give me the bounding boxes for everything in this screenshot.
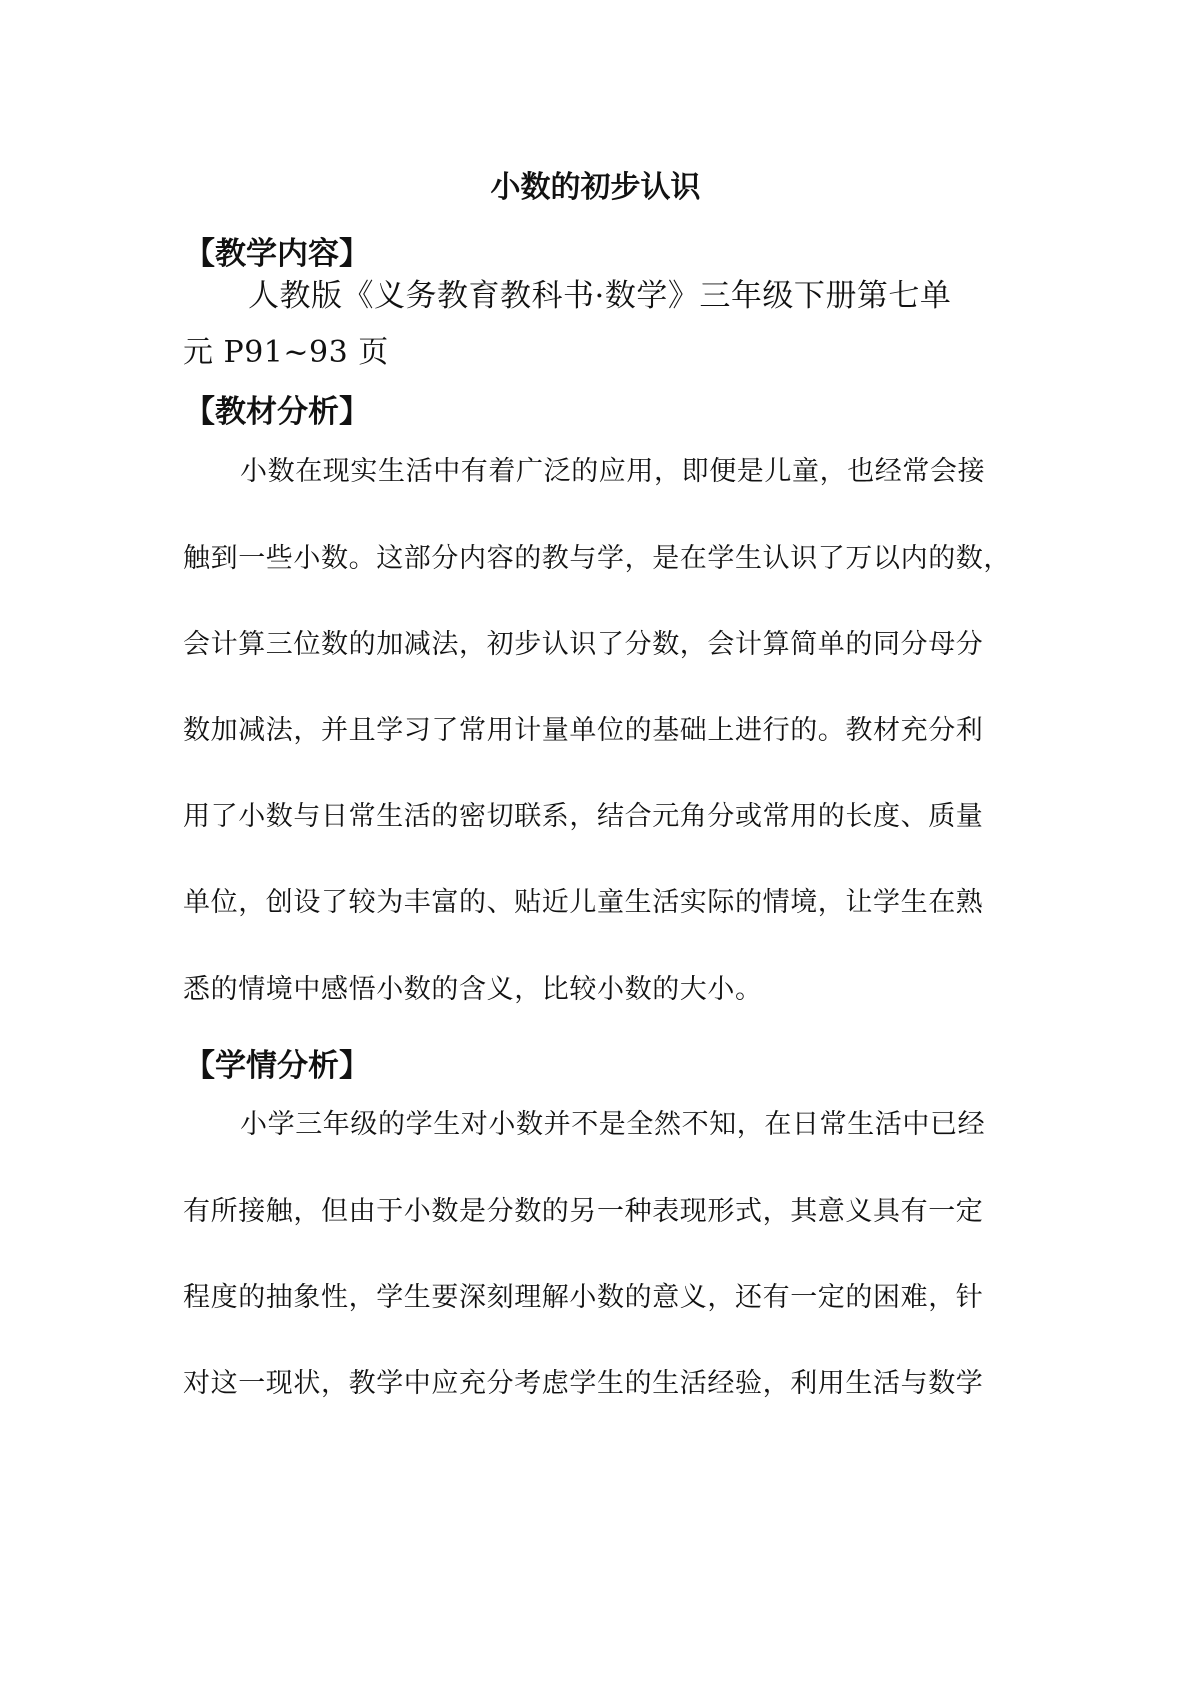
section-heading-textbook-analysis: 【教材分析】	[184, 394, 370, 430]
paragraph-line: 悉的情境中感悟小数的含义，比较小数的大小。	[183, 974, 763, 1005]
paragraph-line: 元 P91~93 页	[183, 335, 389, 370]
paragraph-line: 数加减法，并且学习了常用计量单位的基础上进行的。教材充分利	[183, 715, 984, 746]
section-heading-teaching-content: 【教学内容】	[184, 236, 370, 272]
paragraph-line: 会计算三位数的加减法，初步认识了分数，会计算简单的同分母分	[183, 629, 984, 660]
paragraph-line: 人教版《义务教育教科书·数学》三年级下册第七单	[248, 278, 952, 314]
paragraph-line: 单位，创设了较为丰富的、贴近儿童生活实际的情境，让学生在熟	[183, 887, 984, 918]
paragraph-line: 对这一现状，教学中应充分考虑学生的生活经验，利用生活与数学	[183, 1368, 984, 1399]
paragraph-line: 程度的抽象性，学生要深刻理解小数的意义，还有一定的困难，针	[183, 1282, 984, 1313]
paragraph-line: 小学三年级的学生对小数并不是全然不知，在日常生活中已经	[240, 1109, 986, 1140]
paragraph-line: 触到一些小数。这部分内容的教与学，是在学生认识了万以内的数，	[183, 543, 1011, 574]
section-heading-student-analysis: 【学情分析】	[184, 1048, 370, 1084]
paragraph-line: 用了小数与日常生活的密切联系，结合元角分或常用的长度、质量	[183, 801, 984, 832]
document-title: 小数的初步认识	[490, 170, 701, 205]
paragraph-line: 有所接触，但由于小数是分数的另一种表现形式，其意义具有一定	[183, 1196, 984, 1227]
paragraph-line: 小数在现实生活中有着广泛的应用，即便是儿童，也经常会接	[240, 456, 986, 487]
